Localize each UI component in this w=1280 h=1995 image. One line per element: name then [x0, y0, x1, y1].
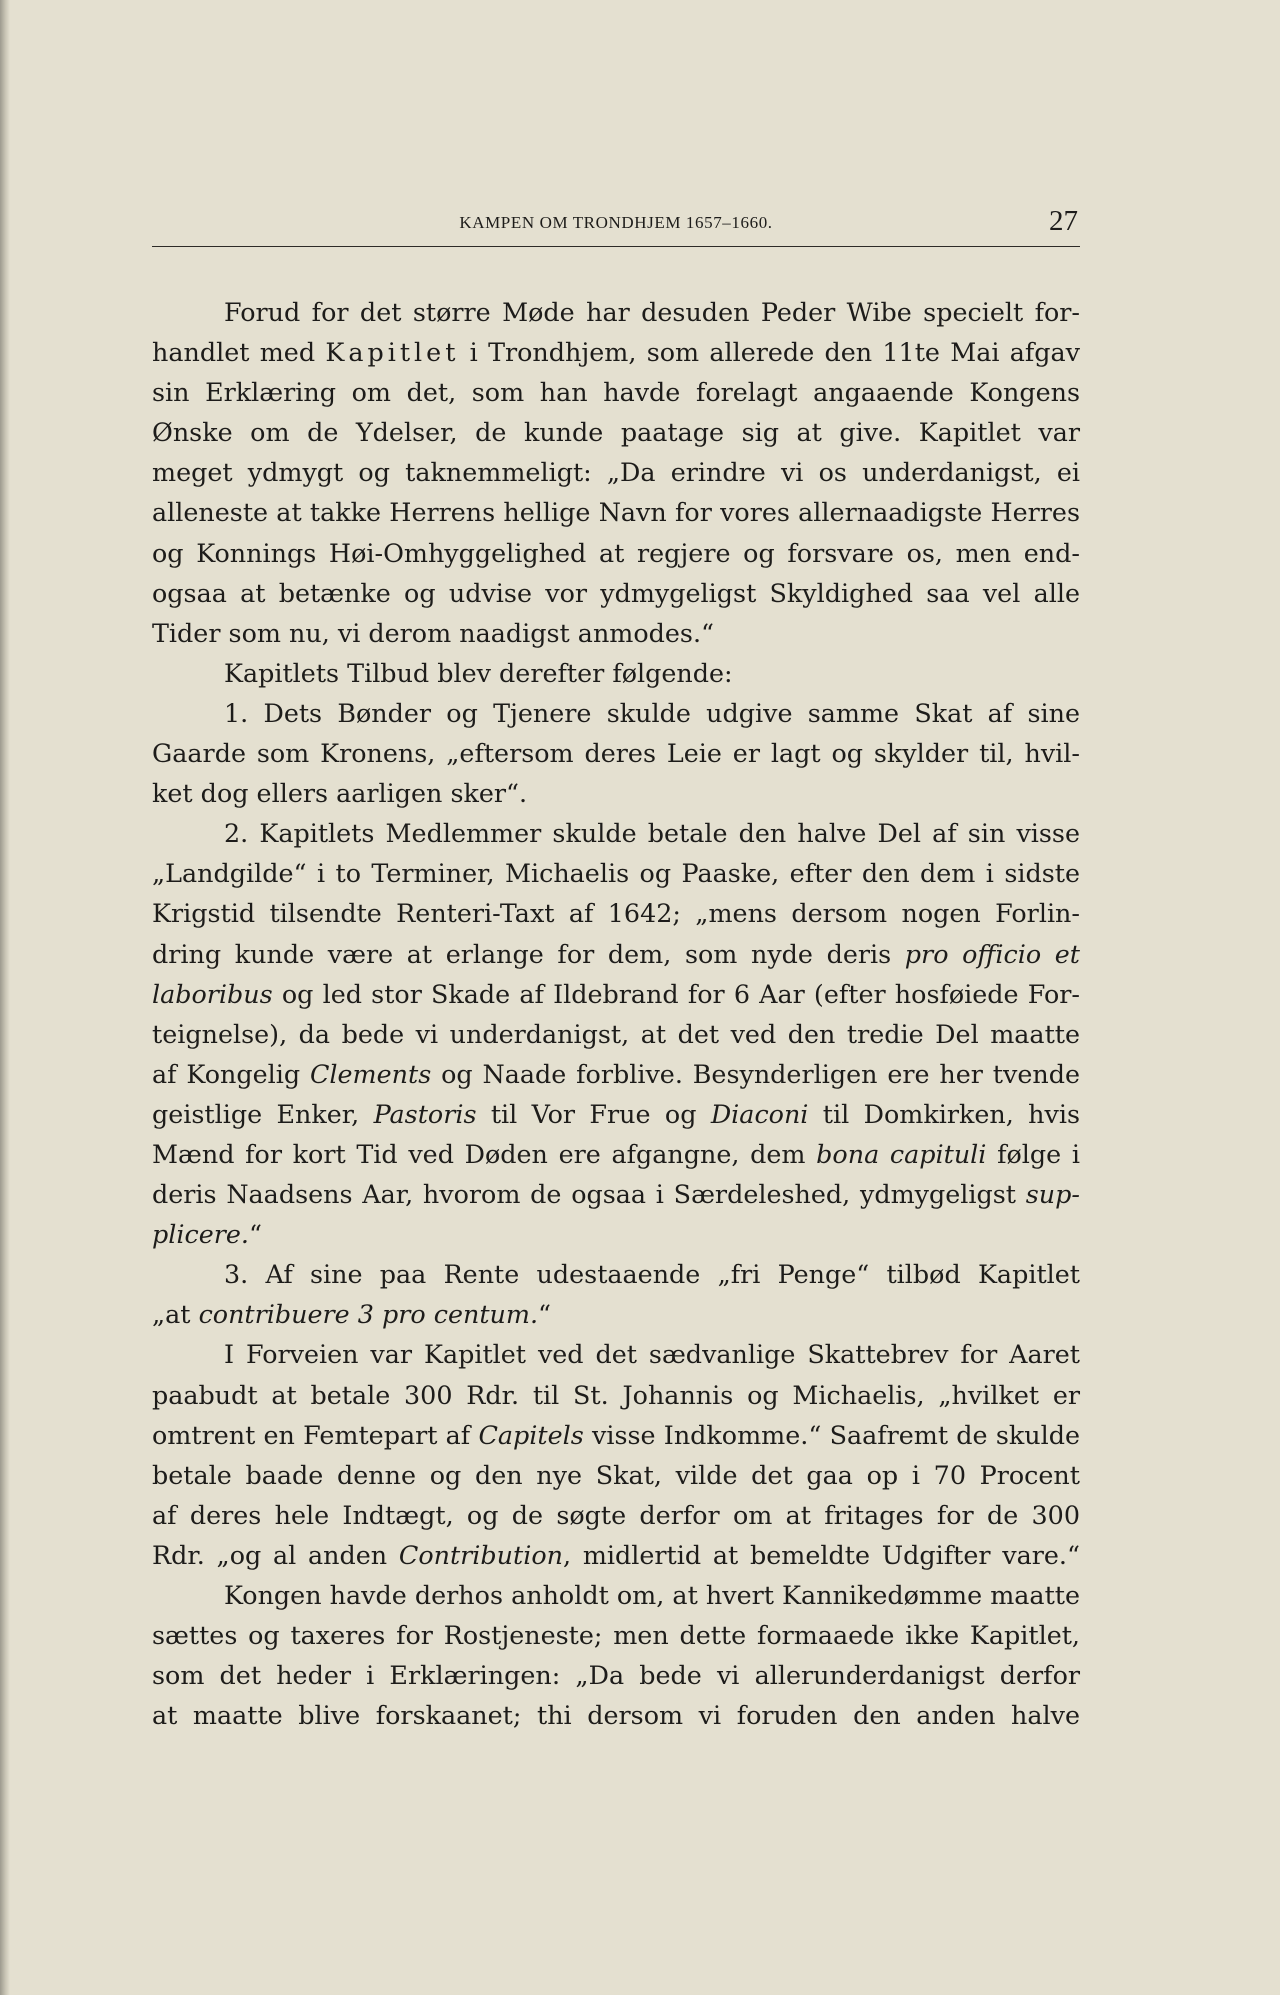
text-line: [152, 1375, 1080, 1415]
text-run: ket dog ellers aarligen sker“.: [152, 778, 528, 809]
text-run: alleneste at takke Herrens hellige Navn for vores allernaadigste Herres: [152, 497, 1080, 528]
text-run: visse Indkomme.“ Saafremt de skulde: [583, 1419, 1080, 1450]
text-line: [152, 492, 1080, 532]
text-run: teignelse), da bede vi underdanigst, at det ved den tredie Del maatte: [152, 1018, 1080, 1049]
text-line: [152, 693, 1080, 733]
text-line: [152, 853, 1080, 893]
italic-phrase: Contribution: [398, 1539, 563, 1570]
text-line: [152, 412, 1080, 452]
text-run: til Domkirken, hvis: [808, 1098, 1080, 1129]
text-line: [152, 452, 1080, 492]
text-line: [152, 1134, 1080, 1174]
text-run: betale baade denne og den nye Skat, vilde det gaa op i 70 Procent: [152, 1459, 1080, 1490]
text-line: [152, 1415, 1080, 1455]
text-run: Tider som nu, vi derom naadigst anmodes.“: [152, 617, 715, 648]
text-run: I Forveien var Kapitlet ved det sædvanlige Skattebrev for Aaret: [224, 1339, 1080, 1370]
text-run: 2. Kapitlets Medlemmer skulde betale den halve Del af sin visse: [224, 818, 1080, 849]
header-rule: [152, 246, 1080, 247]
text-line: [152, 1214, 1080, 1254]
text-line: [152, 332, 1080, 372]
text-run: Forud for det større Møde har desuden Peder Wibe specielt for-: [224, 297, 1080, 327]
running-head: KAMPEN OM TRONDHJEM 1657–1660.: [459, 213, 773, 232]
page-number: 27: [1049, 205, 1078, 237]
text-line: [152, 533, 1080, 573]
text-run: “: [248, 1219, 262, 1250]
text-run: at maatte blive forskaanet; thi dersom vi foruden den anden halve: [152, 1700, 1080, 1731]
text-line: [152, 1495, 1080, 1535]
text-line: [152, 653, 1080, 693]
text-line: [152, 1615, 1080, 1655]
text-run: ogsaa at betænke og udvise vor ydmygeligst Skyldighed saa vel alle: [152, 577, 1080, 608]
text-run: Gaarde som Kronens, „eftersom deres Leie er lagt og skylder til, hvil-: [152, 738, 1080, 769]
text-run: af Kongelig: [152, 1058, 310, 1089]
text-run: deris Naadsens Aar, hvorom de ogsaa i Særdeleshed, ydmygeligst: [152, 1179, 1026, 1210]
text-run: “: [538, 1299, 552, 1330]
text-line: [152, 1294, 1080, 1334]
text-line: [152, 1535, 1080, 1575]
page-edge-shadow: [0, 0, 10, 1995]
text-run: og led stor Skade af Ildebrand for 6 Aar (efter hosføiede For-: [272, 978, 1080, 1009]
text-run: Ønske om de Ydelser, de kunde paatage sig at give. Kapitlet var: [152, 417, 1080, 448]
text-run: Rdr. „og al anden: [152, 1539, 399, 1570]
text-run: i Trondhjem, som allerede den 11te Mai afgav: [459, 337, 1080, 368]
italic-phrase: pro officio et: [904, 938, 1080, 969]
text-run: omtrent en Femtepart af: [152, 1419, 479, 1450]
text-run: sættes og taxeres for Rostjeneste; men dette formaaede ikke Kapitlet,: [152, 1620, 1080, 1651]
text-run: paabudt at betale 300 Rdr. til St. Johannis og Michaelis, „hvilket er: [152, 1379, 1080, 1410]
text-line: [152, 1014, 1080, 1054]
text-run: og Naade forblive. Besynderligen ere her tvende: [431, 1058, 1080, 1089]
text-run: „Landgilde“ i to Terminer, Michaelis og Paaske, efter den dem i sidste: [152, 858, 1080, 889]
text-line: [152, 1054, 1080, 1094]
italic-phrase: contribuere 3 pro centum.: [198, 1299, 539, 1330]
spaced-word: Kapitlet: [325, 337, 460, 368]
text-run: „at: [152, 1299, 199, 1330]
text-run: som det heder i Erklæringen: „Da bede vi allerunderdanigst derfor: [152, 1660, 1080, 1691]
italic-phrase: Diaconi: [710, 1098, 809, 1129]
text-line: [152, 813, 1080, 853]
text-run: handlet med: [152, 337, 326, 368]
body-text: [152, 292, 1080, 1735]
text-line: [152, 1655, 1080, 1695]
italic-phrase: bona capituli: [816, 1138, 987, 1169]
text-line: [152, 292, 1080, 332]
italic-phrase: sup-: [1025, 1179, 1080, 1210]
text-run: , midlertid at bemeldte Udgifter vare.“: [563, 1539, 1080, 1570]
text-line: [152, 974, 1080, 1014]
text-run: Kapitlets Tilbud blev derefter følgende:: [224, 657, 733, 688]
italic-phrase: laboribus: [152, 978, 273, 1009]
text-run: geistlige Enker,: [152, 1098, 374, 1129]
text-run: 3. Af sine paa Rente udestaaende „fri Penge“ tilbød Kapitlet: [224, 1259, 1080, 1290]
text-line: [152, 893, 1080, 933]
text-run: meget ydmygt og taknemmeligt: „Da erindre vi os underdanigst, ei: [152, 457, 1080, 488]
text-run: og Konnings Høi-Omhyggelighed at regjere og forsvare os, men end-: [152, 537, 1080, 568]
text-run: 1. Dets Bønder og Tjenere skulde udgive samme Skat af sine: [224, 697, 1080, 728]
text-line: [152, 733, 1080, 773]
italic-phrase: plicere.: [152, 1219, 249, 1250]
text-run: Kongen havde derhos anholdt om, at hvert Kannikedømme maatte: [224, 1580, 1080, 1610]
text-line: [152, 613, 1080, 653]
text-run: Krigstid tilsendte Renteri-Taxt af 1642; „mens dersom nogen Forlin-: [152, 898, 1080, 929]
text-run: Mænd for kort Tid ved Døden ere afgangne, dem: [152, 1138, 817, 1169]
text-line: [152, 773, 1080, 813]
text-line: [152, 573, 1080, 613]
text-line: [152, 1174, 1080, 1214]
text-line: [152, 1094, 1080, 1134]
text-line: [152, 372, 1080, 412]
italic-phrase: Capitels: [478, 1419, 584, 1450]
text-line: [152, 1455, 1080, 1495]
text-run: dring kunde være at erlange for dem, som nyde deris: [152, 938, 905, 969]
page-header: [152, 203, 1080, 243]
text-line: [152, 1334, 1080, 1374]
text-run: følge i: [986, 1138, 1080, 1169]
text-line: [152, 934, 1080, 974]
text-line: [152, 1575, 1080, 1615]
text-run: til Vor Frue og: [476, 1098, 711, 1129]
italic-phrase: Clements: [309, 1058, 432, 1089]
text-run: af deres hele Indtægt, og de søgte derfor om at fritages for de 300: [152, 1499, 1080, 1530]
italic-phrase: Pastoris: [373, 1098, 477, 1129]
text-line: [152, 1695, 1080, 1735]
text-line: [152, 1254, 1080, 1294]
text-run: sin Erklæring om det, som han havde forelagt angaaende Kongens: [152, 377, 1080, 408]
